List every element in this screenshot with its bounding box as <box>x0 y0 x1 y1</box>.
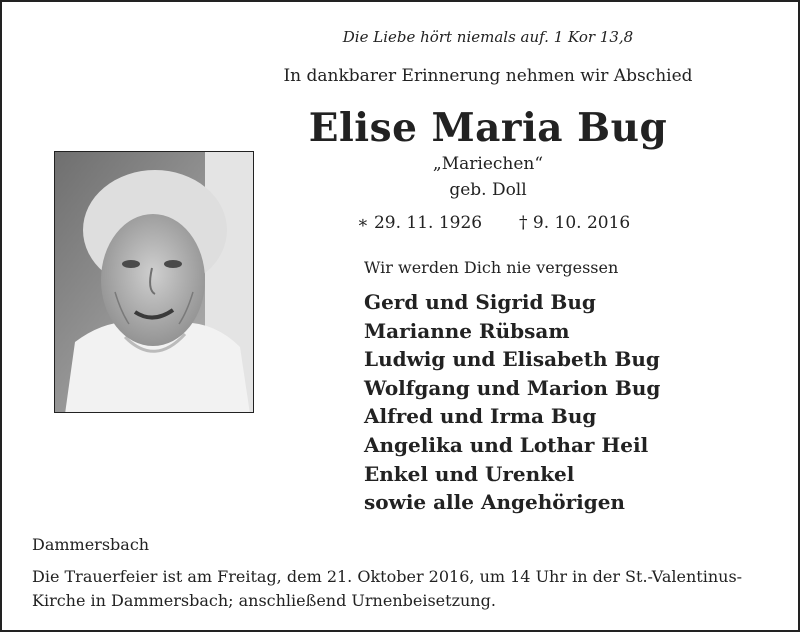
death-date: † 9. 10. 2016 <box>519 213 631 233</box>
farewell-line: Wir werden Dich nie vergessen <box>364 258 619 277</box>
bible-verse: Die Liebe hört niemals auf. 1 Kor 13,8 <box>342 28 634 46</box>
mourner-item: Marianne Rübsam <box>364 318 570 343</box>
portrait-photo <box>54 151 254 413</box>
intro-line: In dankbarer Erinnerung nehmen wir Abschied <box>283 66 693 86</box>
mourner-item: sowie alle Angehörigen <box>364 490 625 515</box>
mourner-item: Gerd und Sigrid Bug <box>364 290 596 314</box>
mourner-item: Angelika und Lothar Heil <box>364 432 649 457</box>
birth-name: geb. Doll <box>449 180 527 200</box>
deceased-name: Elise Maria Bug <box>308 105 668 151</box>
mourners-list <box>364 288 660 517</box>
mourner-item: Enkel und Urenkel <box>364 461 575 486</box>
birth-date: ∗ 29. 11. 1926 <box>357 213 483 233</box>
mourner-item: Alfred und Irma Bug <box>364 404 597 429</box>
funeral-service-info: Die Trauerfeier ist am Freitag, dem 21. Oktober 2016, um 14 Uhr in der St.-Valentinus-Kirche in Dammersbach; anschließend Urnenbeisetzung. <box>32 567 743 610</box>
deceased-nickname: „Mariechen“ <box>432 154 544 174</box>
mourner-item: Wolfgang und Marion Bug <box>364 375 661 400</box>
town-name: Dammersbach <box>32 535 150 554</box>
mourner-item: Ludwig und Elisabeth Bug <box>364 347 660 372</box>
